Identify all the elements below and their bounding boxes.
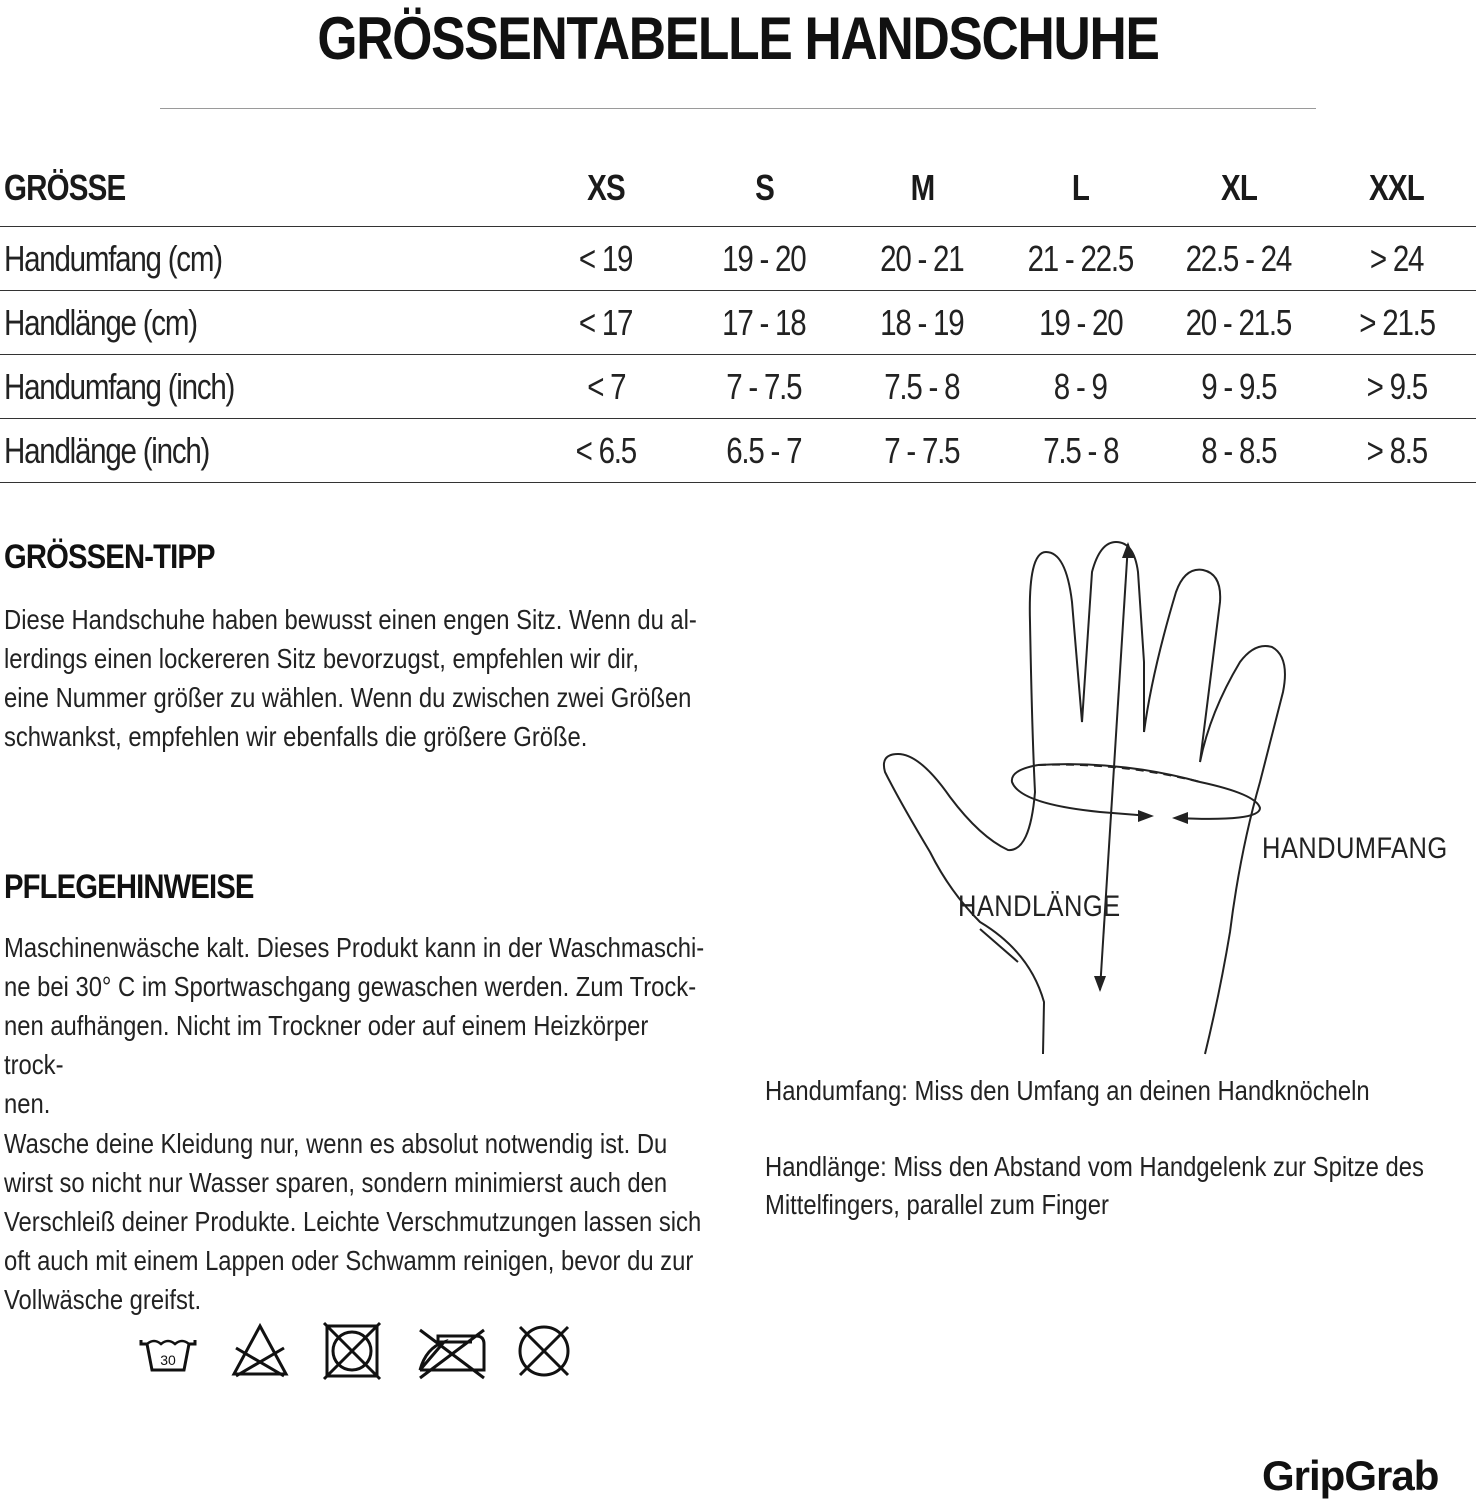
no-iron-icon <box>414 1318 490 1384</box>
row-label: Handumfang (cm) <box>0 227 527 291</box>
text-line: nen. <box>4 1088 51 1119</box>
hand-outline <box>884 542 1285 1054</box>
text-line: eine Nummer größer zu wählen. Wenn du zwischen zwei Größen <box>4 682 692 713</box>
table-cell: 21 - 22.5 <box>1001 227 1159 291</box>
size-header-cell: XS <box>586 167 625 208</box>
table-cell: 20 - 21.5 <box>1160 291 1318 355</box>
no-dry-clean-icon <box>514 1318 574 1384</box>
circumference-arrow-left <box>1172 812 1188 824</box>
table-cell: < 7 <box>527 355 685 419</box>
no-tumble-dry-icon <box>322 1318 382 1384</box>
row-label: Handlänge (cm) <box>0 291 527 355</box>
wash-30-icon <box>138 1318 198 1384</box>
knuckle-line-back <box>1038 764 1260 819</box>
hand-measurement-diagram <box>860 532 1460 1072</box>
text-line: wirst so nicht nur Wasser sparen, sondern minimierst auch den <box>4 1167 668 1198</box>
table-row <box>0 419 1476 483</box>
text-line: Verschleiß deiner Produkte. Leichte Verschmutzungen lassen sich <box>4 1206 702 1237</box>
text-line: lerdings einen lockereren Sitz bevorzugst, empfehlen wir dir, <box>4 643 639 674</box>
size-header-cell: XL <box>1220 167 1257 208</box>
table-cell: 20 - 21 <box>843 227 1001 291</box>
table-cell: 8 - 8.5 <box>1160 419 1318 483</box>
table-cell: 7.5 - 8 <box>843 355 1001 419</box>
text-line: schwankst, empfehlen wir ebenfalls die größere Größe. <box>4 721 588 752</box>
text-line: Vollwäsche greifst. <box>4 1284 202 1315</box>
table-row <box>0 291 1476 355</box>
size-header-label: GRÖSSE <box>4 167 126 208</box>
table-row <box>0 355 1476 419</box>
table-cell: 7 - 7.5 <box>843 419 1001 483</box>
text-line: nen aufhängen. Nicht im Trockner oder auf einem Heizkörper trock- <box>4 1010 649 1080</box>
table-cell: 19 - 20 <box>685 227 843 291</box>
length-arrow-bottom <box>1094 976 1106 992</box>
text-line: oft auch mit einem Lappen oder Schwamm reinigen, bevor du zur <box>4 1245 694 1276</box>
table-cell: 19 - 20 <box>1001 291 1159 355</box>
size-header-row <box>0 150 1476 227</box>
text-line: Mittelfingers, parallel zum Finger <box>765 1189 1109 1220</box>
circumference-label: HANDUMFANG <box>1262 832 1448 865</box>
text-line: Wasche deine Kleidung nur, wenn es absolut notwendig ist. Du <box>4 1128 668 1159</box>
care-heading: PFLEGEHINWEISE <box>4 868 254 906</box>
care-paragraph-1 <box>4 928 710 1123</box>
table-cell: 18 - 19 <box>843 291 1001 355</box>
table-cell: < 6.5 <box>527 419 685 483</box>
table-cell: 7.5 - 8 <box>1001 419 1159 483</box>
size-tip-text <box>4 600 710 756</box>
size-header-cell: L <box>1071 167 1090 208</box>
row-label: Handumfang (inch) <box>0 355 527 419</box>
text-line: Maschinenwäsche kalt. Dieses Produkt kann in der Waschmaschi- <box>4 932 705 963</box>
table-cell: < 19 <box>527 227 685 291</box>
table-cell: 7 - 7.5 <box>685 355 843 419</box>
table-cell: 6.5 - 7 <box>685 419 843 483</box>
page-title: GRÖSSENTABELLE HANDSCHUHE <box>317 5 1159 72</box>
wash-temperature: 30 <box>160 1352 176 1368</box>
care-paragraph-2 <box>4 1124 710 1319</box>
table-cell: < 17 <box>527 291 685 355</box>
table-cell: 17 - 18 <box>685 291 843 355</box>
table-cell: 8 - 9 <box>1001 355 1159 419</box>
row-label: Handlänge (inch) <box>0 419 527 483</box>
length-note <box>765 1148 1445 1224</box>
text-line: Diese Handschuhe haben bewusst einen engen Sitz. Wenn du al- <box>4 604 697 635</box>
table-cell: > 21.5 <box>1318 291 1476 355</box>
title-divider <box>160 108 1316 109</box>
length-label: HANDLÄNGE <box>958 890 1121 923</box>
table-cell: > 8.5 <box>1318 419 1476 483</box>
table-row <box>0 227 1476 291</box>
table-cell: > 9.5 <box>1318 355 1476 419</box>
circumference-arrow-right <box>1138 810 1154 822</box>
size-header-cell: XXL <box>1369 167 1425 208</box>
no-bleach-icon <box>230 1318 290 1384</box>
table-cell: 9 - 9.5 <box>1160 355 1318 419</box>
size-table <box>0 150 1476 483</box>
table-cell: > 24 <box>1318 227 1476 291</box>
size-tip-heading: GRÖSSEN-TIPP <box>4 538 215 576</box>
circumference-note: Handumfang: Miss den Umfang an deinen Handknöcheln <box>765 1075 1370 1106</box>
table-cell: 22.5 - 24 <box>1160 227 1318 291</box>
text-line: ne bei 30° C im Sportwaschgang gewaschen werden. Zum Trock- <box>4 971 697 1002</box>
text-line: Handlänge: Miss den Abstand vom Handgelenk zur Spitze des <box>765 1151 1424 1182</box>
size-header-cell: M <box>910 167 935 208</box>
size-header-cell: S <box>754 167 774 208</box>
care-symbols <box>138 1318 578 1388</box>
logo-text: GripGrab <box>1262 1452 1439 1499</box>
gripgrab-logo <box>1262 1452 1472 1500</box>
